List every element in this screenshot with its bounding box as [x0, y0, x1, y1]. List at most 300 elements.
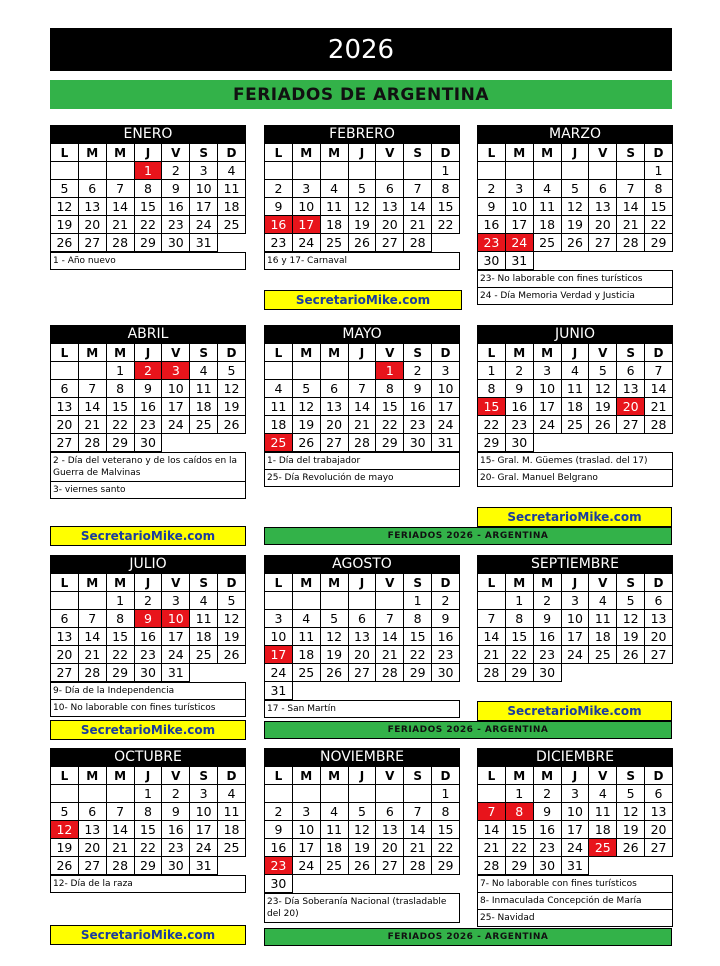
- ribbon-label: FERIADOS 2026 - ARGENTINA: [264, 527, 672, 545]
- day-cell: 26: [218, 416, 246, 434]
- day-cell: 30: [478, 252, 506, 270]
- empty-cell: [190, 434, 218, 452]
- day-cell: 29: [376, 434, 404, 452]
- day-cell: 22: [404, 646, 432, 664]
- day-cell: 28: [645, 416, 673, 434]
- holiday-day-cell: 25: [265, 434, 293, 452]
- day-cell: 23: [404, 416, 432, 434]
- day-cell: 13: [617, 380, 645, 398]
- month-name: SEPTIEMBRE: [477, 555, 673, 573]
- empty-cell: [320, 592, 348, 610]
- day-cell: 1: [106, 592, 134, 610]
- holiday-day-cell: 8: [505, 803, 533, 821]
- day-cell: 9: [432, 610, 460, 628]
- day-cell: 22: [432, 839, 460, 857]
- empty-cell: [106, 785, 134, 803]
- weekday-header: M: [292, 574, 320, 592]
- day-cell: 11: [265, 398, 293, 416]
- day-cell: 5: [589, 362, 617, 380]
- holiday-notes: [50, 252, 246, 270]
- day-cell: 25: [190, 646, 218, 664]
- day-cell: 20: [348, 646, 376, 664]
- weekday-header: M: [106, 767, 134, 785]
- weekday-header: M: [78, 574, 106, 592]
- page-title: FERIADOS DE ARGENTINA: [232, 84, 489, 105]
- day-cell: 11: [190, 610, 218, 628]
- day-cell: 12: [292, 398, 320, 416]
- day-cell: 20: [320, 416, 348, 434]
- holiday-note: 23- Día Soberanía Nacional (trasladable del 20): [265, 893, 459, 922]
- subtitle-banner: [50, 80, 672, 109]
- day-cell: 28: [106, 857, 134, 875]
- day-cell: 5: [348, 803, 376, 821]
- weekday-header: D: [432, 574, 460, 592]
- day-cell: 9: [265, 198, 293, 216]
- empty-cell: [589, 664, 617, 682]
- month-grid: [477, 573, 673, 682]
- day-cell: 24: [190, 839, 218, 857]
- day-cell: 2: [134, 592, 162, 610]
- day-cell: 6: [645, 785, 673, 803]
- day-cell: 9: [162, 180, 190, 198]
- day-cell: 1: [106, 362, 134, 380]
- empty-cell: [589, 857, 617, 875]
- day-cell: 24: [432, 416, 460, 434]
- day-cell: 3: [561, 785, 589, 803]
- day-cell: 5: [218, 362, 246, 380]
- day-cell: 4: [589, 592, 617, 610]
- holiday-notes: [50, 452, 246, 499]
- day-cell: 31: [505, 252, 533, 270]
- day-cell: 28: [617, 234, 645, 252]
- day-cell: 23: [265, 234, 293, 252]
- empty-cell: [265, 362, 293, 380]
- holiday-day-cell: 10: [162, 610, 190, 628]
- day-cell: 8: [106, 610, 134, 628]
- day-cell: 2: [505, 362, 533, 380]
- holiday-note: 24 - Día Memoria Verdad y Justicia: [478, 287, 672, 304]
- weekday-header: L: [265, 767, 293, 785]
- month-name: MAYO: [264, 325, 460, 343]
- day-cell: 6: [78, 803, 106, 821]
- day-cell: 25: [218, 216, 246, 234]
- weekday-header: D: [645, 344, 673, 362]
- day-cell: 17: [561, 821, 589, 839]
- day-cell: 16: [162, 198, 190, 216]
- day-cell: 5: [218, 592, 246, 610]
- month-name: ENERO: [50, 125, 246, 143]
- day-cell: 6: [376, 180, 404, 198]
- day-cell: 3: [162, 592, 190, 610]
- day-cell: 13: [348, 628, 376, 646]
- day-cell: 30: [533, 664, 561, 682]
- weekday-header: D: [218, 144, 246, 162]
- day-cell: 3: [265, 610, 293, 628]
- day-cell: 21: [478, 839, 506, 857]
- day-cell: 8: [432, 180, 460, 198]
- empty-cell: [51, 785, 79, 803]
- day-cell: 7: [348, 380, 376, 398]
- weekday-header: D: [645, 767, 673, 785]
- day-cell: 6: [51, 610, 79, 628]
- holiday-note: 20- Gral. Manuel Belgrano: [478, 469, 672, 486]
- weekday-header: V: [376, 344, 404, 362]
- ribbon-label: FERIADOS 2026 - ARGENTINA: [264, 928, 672, 946]
- day-cell: 30: [162, 234, 190, 252]
- month-grid: [50, 143, 246, 252]
- month-grid: [50, 343, 246, 452]
- month-grid: [264, 766, 460, 893]
- day-cell: 17: [162, 398, 190, 416]
- day-cell: 15: [432, 198, 460, 216]
- day-cell: 31: [162, 664, 190, 682]
- day-cell: 29: [432, 857, 460, 875]
- day-cell: 13: [645, 610, 673, 628]
- weekday-header: J: [561, 574, 589, 592]
- empty-cell: [265, 785, 293, 803]
- day-cell: 20: [376, 839, 404, 857]
- month-grid: [477, 766, 673, 875]
- day-cell: 22: [376, 416, 404, 434]
- weekday-header: M: [78, 767, 106, 785]
- weekday-header: S: [617, 344, 645, 362]
- month-enero: [50, 125, 246, 270]
- day-cell: 18: [533, 216, 561, 234]
- weekday-header: V: [589, 344, 617, 362]
- day-cell: 19: [561, 216, 589, 234]
- day-cell: 22: [106, 416, 134, 434]
- weekday-header: M: [533, 574, 561, 592]
- day-cell: 5: [348, 180, 376, 198]
- day-cell: 5: [320, 610, 348, 628]
- day-cell: 7: [106, 803, 134, 821]
- weekday-header: D: [432, 767, 460, 785]
- holiday-notes: [264, 893, 460, 923]
- day-cell: 24: [292, 857, 320, 875]
- day-cell: 5: [617, 592, 645, 610]
- day-cell: 25: [561, 416, 589, 434]
- day-cell: 18: [265, 416, 293, 434]
- empty-cell: [533, 252, 561, 270]
- empty-cell: [645, 857, 673, 875]
- day-cell: 28: [78, 664, 106, 682]
- day-cell: 28: [478, 664, 506, 682]
- day-cell: 4: [218, 162, 246, 180]
- day-cell: 14: [78, 628, 106, 646]
- weekday-header: J: [348, 767, 376, 785]
- day-cell: 27: [51, 434, 79, 452]
- day-cell: 2: [478, 180, 506, 198]
- day-cell: 29: [404, 664, 432, 682]
- day-cell: 4: [265, 380, 293, 398]
- holiday-day-cell: 16: [265, 216, 293, 234]
- day-cell: 31: [432, 434, 460, 452]
- day-cell: 6: [51, 380, 79, 398]
- empty-cell: [533, 162, 561, 180]
- day-cell: 4: [190, 592, 218, 610]
- day-cell: 8: [134, 803, 162, 821]
- empty-cell: [533, 434, 561, 452]
- weekday-header: D: [645, 574, 673, 592]
- day-cell: 19: [218, 628, 246, 646]
- month-septiembre: [477, 555, 673, 682]
- day-cell: 29: [106, 434, 134, 452]
- day-cell: 12: [320, 628, 348, 646]
- day-cell: 15: [505, 821, 533, 839]
- weekday-header: M: [505, 574, 533, 592]
- empty-cell: [320, 682, 348, 700]
- weekday-header: V: [589, 144, 617, 162]
- day-cell: 25: [533, 234, 561, 252]
- day-cell: 23: [134, 646, 162, 664]
- day-cell: 23: [533, 646, 561, 664]
- weekday-header: M: [320, 767, 348, 785]
- day-cell: 12: [51, 198, 79, 216]
- day-cell: 5: [51, 803, 79, 821]
- day-cell: 11: [320, 198, 348, 216]
- weekday-header: M: [78, 144, 106, 162]
- day-cell: 29: [134, 857, 162, 875]
- day-cell: 1: [404, 592, 432, 610]
- day-cell: 12: [617, 610, 645, 628]
- holiday-note: 8- Inmaculada Concepción de María: [478, 892, 672, 909]
- weekday-header: J: [134, 144, 162, 162]
- day-cell: 18: [320, 216, 348, 234]
- day-cell: 1: [505, 785, 533, 803]
- day-cell: 15: [432, 821, 460, 839]
- weekday-header: M: [292, 767, 320, 785]
- day-cell: 11: [589, 803, 617, 821]
- holiday-note: 25- Día Revolución de mayo: [265, 469, 459, 486]
- day-cell: 21: [617, 216, 645, 234]
- day-cell: 26: [320, 664, 348, 682]
- day-cell: 30: [134, 664, 162, 682]
- day-cell: 12: [348, 198, 376, 216]
- day-cell: 17: [292, 839, 320, 857]
- day-cell: 5: [561, 180, 589, 198]
- day-cell: 22: [478, 416, 506, 434]
- weekday-header: L: [51, 574, 79, 592]
- empty-cell: [561, 434, 589, 452]
- day-cell: 26: [561, 234, 589, 252]
- weekday-header: S: [190, 144, 218, 162]
- day-cell: 11: [190, 380, 218, 398]
- empty-cell: [348, 682, 376, 700]
- empty-cell: [320, 162, 348, 180]
- weekday-header: S: [617, 767, 645, 785]
- day-cell: 14: [78, 398, 106, 416]
- day-cell: 1: [478, 362, 506, 380]
- day-cell: 27: [589, 234, 617, 252]
- weekday-header: V: [376, 574, 404, 592]
- day-cell: 12: [561, 198, 589, 216]
- weekday-header: L: [265, 144, 293, 162]
- day-cell: 21: [106, 839, 134, 857]
- day-cell: 21: [78, 646, 106, 664]
- day-cell: 18: [190, 398, 218, 416]
- empty-cell: [292, 162, 320, 180]
- day-cell: 22: [432, 216, 460, 234]
- day-cell: 28: [478, 857, 506, 875]
- day-cell: 31: [561, 857, 589, 875]
- day-cell: 28: [404, 857, 432, 875]
- weekday-header: V: [589, 574, 617, 592]
- day-cell: 15: [645, 198, 673, 216]
- day-cell: 13: [376, 821, 404, 839]
- weekday-header: L: [51, 767, 79, 785]
- empty-cell: [478, 592, 506, 610]
- day-cell: 13: [645, 803, 673, 821]
- day-cell: 19: [589, 398, 617, 416]
- day-cell: 6: [589, 180, 617, 198]
- day-cell: 26: [617, 839, 645, 857]
- day-cell: 30: [404, 434, 432, 452]
- day-cell: 16: [533, 821, 561, 839]
- day-cell: 20: [51, 416, 79, 434]
- day-cell: 7: [404, 180, 432, 198]
- month-agosto: [264, 555, 460, 718]
- day-cell: 8: [645, 180, 673, 198]
- weekday-header: L: [51, 144, 79, 162]
- weekday-header: M: [292, 144, 320, 162]
- holiday-notes: [477, 875, 673, 927]
- empty-cell: [218, 234, 246, 252]
- day-cell: 20: [78, 216, 106, 234]
- holiday-day-cell: 9: [134, 610, 162, 628]
- holiday-note: 10- No laborable con fines turísticos: [51, 699, 245, 716]
- weekday-header: L: [478, 344, 506, 362]
- day-cell: 31: [190, 234, 218, 252]
- weekday-header: V: [376, 144, 404, 162]
- day-cell: 10: [432, 380, 460, 398]
- day-cell: 20: [78, 839, 106, 857]
- empty-cell: [292, 682, 320, 700]
- day-cell: 2: [533, 592, 561, 610]
- day-cell: 5: [51, 180, 79, 198]
- empty-cell: [376, 875, 404, 893]
- month-noviembre: [264, 748, 460, 923]
- weekday-header: M: [106, 144, 134, 162]
- day-cell: 21: [78, 416, 106, 434]
- day-cell: 4: [320, 803, 348, 821]
- day-cell: 5: [617, 785, 645, 803]
- day-cell: 20: [589, 216, 617, 234]
- day-cell: 22: [106, 646, 134, 664]
- year-banner: [50, 28, 672, 71]
- holiday-notes: [50, 875, 246, 893]
- empty-cell: [106, 162, 134, 180]
- brand-label: SecretarioMike.com: [50, 720, 246, 740]
- holiday-day-cell: 17: [292, 216, 320, 234]
- empty-cell: [617, 857, 645, 875]
- empty-cell: [292, 362, 320, 380]
- empty-cell: [320, 785, 348, 803]
- day-cell: 25: [589, 646, 617, 664]
- day-cell: 3: [190, 162, 218, 180]
- weekday-header: L: [478, 144, 506, 162]
- day-cell: 23: [162, 839, 190, 857]
- day-cell: 30: [162, 857, 190, 875]
- day-cell: 14: [106, 821, 134, 839]
- day-cell: 3: [533, 362, 561, 380]
- day-cell: 21: [478, 646, 506, 664]
- empty-cell: [589, 252, 617, 270]
- weekday-header: S: [190, 767, 218, 785]
- day-cell: 27: [376, 234, 404, 252]
- holiday-day-cell: 20: [617, 398, 645, 416]
- day-cell: 17: [190, 198, 218, 216]
- holiday-day-cell: 7: [478, 803, 506, 821]
- weekday-header: D: [432, 344, 460, 362]
- day-cell: 21: [376, 646, 404, 664]
- day-cell: 15: [505, 628, 533, 646]
- day-cell: 6: [320, 380, 348, 398]
- empty-cell: [432, 682, 460, 700]
- day-cell: 3: [561, 592, 589, 610]
- holiday-notes: [264, 452, 460, 487]
- holiday-note: 7- No laborable con fines turísticos: [478, 875, 672, 892]
- holiday-day-cell: 12: [51, 821, 79, 839]
- weekday-header: D: [645, 144, 673, 162]
- month-marzo: [477, 125, 673, 305]
- day-cell: 17: [533, 398, 561, 416]
- weekday-header: S: [190, 574, 218, 592]
- day-cell: 2: [162, 162, 190, 180]
- day-cell: 6: [645, 592, 673, 610]
- day-cell: 24: [162, 646, 190, 664]
- empty-cell: [561, 162, 589, 180]
- holiday-day-cell: 2: [134, 362, 162, 380]
- day-cell: 15: [376, 398, 404, 416]
- holiday-note: 17 - San Martín: [265, 700, 459, 717]
- day-cell: 29: [505, 857, 533, 875]
- day-cell: 7: [478, 610, 506, 628]
- day-cell: 13: [51, 628, 79, 646]
- month-grid: [50, 573, 246, 682]
- month-name: ABRIL: [50, 325, 246, 343]
- day-cell: 21: [348, 416, 376, 434]
- month-julio: [50, 555, 246, 717]
- day-cell: 22: [134, 839, 162, 857]
- day-cell: 10: [505, 198, 533, 216]
- day-cell: 12: [218, 610, 246, 628]
- day-cell: 16: [533, 628, 561, 646]
- weekday-header: M: [533, 144, 561, 162]
- brand-label: SecretarioMike.com: [50, 526, 246, 546]
- month-grid: [50, 766, 246, 875]
- holiday-note: 23- No laborable con fines turísticos: [478, 270, 672, 287]
- day-cell: 8: [134, 180, 162, 198]
- day-cell: 22: [645, 216, 673, 234]
- day-cell: 3: [505, 180, 533, 198]
- day-cell: 2: [533, 785, 561, 803]
- empty-cell: [348, 162, 376, 180]
- empty-cell: [265, 592, 293, 610]
- day-cell: 18: [190, 628, 218, 646]
- month-abril: [50, 325, 246, 499]
- month-name: JUNIO: [477, 325, 673, 343]
- empty-cell: [617, 434, 645, 452]
- day-cell: 14: [348, 398, 376, 416]
- day-cell: 26: [51, 857, 79, 875]
- month-grid: [264, 343, 460, 452]
- weekday-header: D: [432, 144, 460, 162]
- weekday-header: M: [320, 144, 348, 162]
- empty-cell: [432, 234, 460, 252]
- day-cell: 10: [533, 380, 561, 398]
- day-cell: 11: [533, 198, 561, 216]
- empty-cell: [561, 252, 589, 270]
